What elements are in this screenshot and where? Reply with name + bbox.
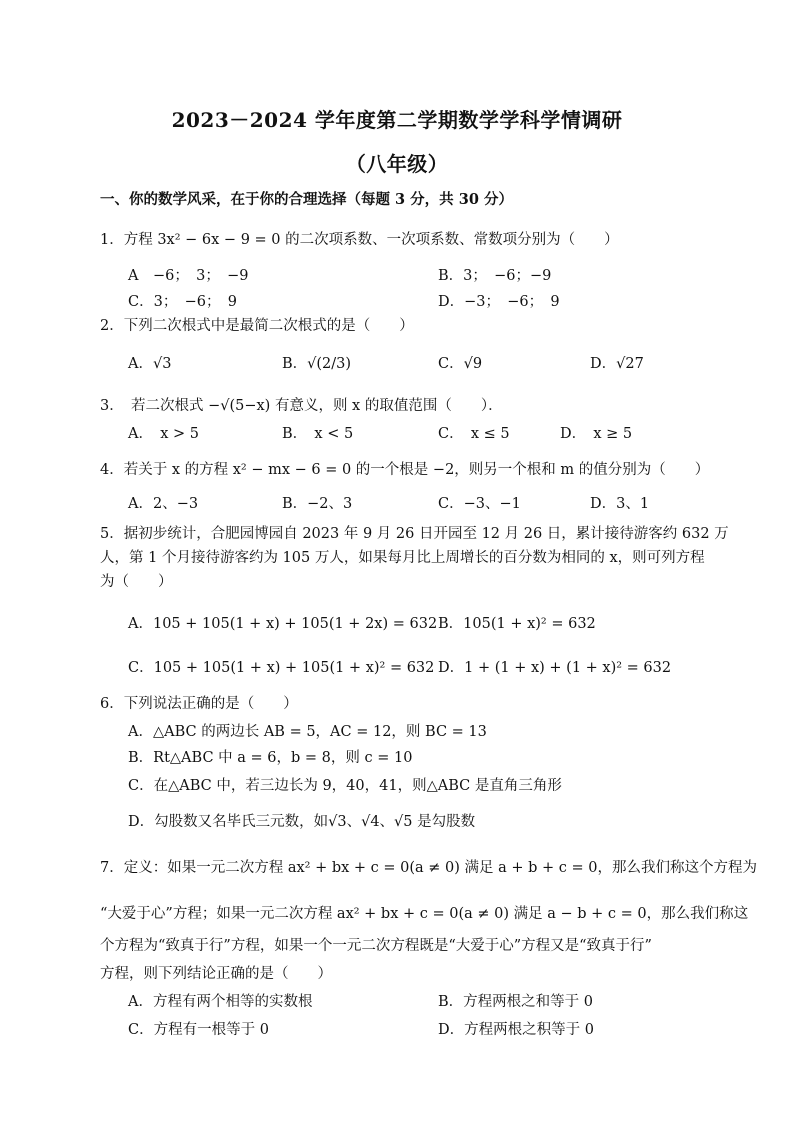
question-7-text-line-1: 7．定义：如果一元二次方程 ax² + bx + c = 0(a ≠ 0) 满足 a + b + c = 0，那么我们称这个方程为	[100, 860, 758, 876]
question-5-option-b: B．105(1 + x)² = 632	[438, 616, 596, 632]
question-1-option-c: C．3； −6； 9	[128, 294, 237, 310]
question-6-option-b: B．Rt△ABC 中 a = 6，b = 8，则 c = 10	[128, 750, 413, 766]
question-6-option-c: C．在△ABC 中，若三边长为 9，40，41，则△ABC 是直角三角形	[128, 778, 562, 794]
question-6-text: 6．下列说法正确的是（ ）	[100, 696, 298, 712]
question-1-option-d: D．−3； −6； 9	[438, 294, 560, 310]
question-5-text-line-1: 5．据初步统计，合肥园博园自 2023 年 9 月 26 日开园至 12 月 26 日，累计接待游客约 632 万	[100, 526, 729, 542]
question-5-option-d: D．1 + (1 + x) + (1 + x)² = 632	[438, 660, 672, 676]
grade-subtitle: （八年级）	[345, 152, 449, 176]
question-3-option-a: A． x > 5	[128, 426, 199, 442]
section-heading: 一、你的数学风采，在于你的合理选择（每题 3 分，共 30 分）	[100, 191, 513, 208]
question-7-text-line-3: 个方程为“致真于行”方程，如果一个一元二次方程既是“大爱于心”方程又是“致真于行”	[100, 938, 652, 954]
question-7-option-d: D．方程两根之积等于 0	[438, 1022, 594, 1038]
question-5-option-a: A．105 + 105(1 + x) + 105(1 + 2x) = 632	[128, 616, 438, 632]
question-4-option-d: D．3、1	[590, 496, 650, 512]
question-2-text: 2．下列二次根式中是最简二次根式的是（ ）	[100, 318, 414, 334]
question-3-option-c: C． x ≤ 5	[438, 426, 510, 442]
question-6-option-d: D．勾股数又名毕氏三元数，如√3、√4、√5 是勾股数	[128, 814, 476, 830]
question-4-option-c: C．−3、−1	[438, 496, 521, 512]
question-3-option-d: D． x ≥ 5	[560, 426, 633, 442]
question-7-option-c: C．方程有一根等于 0	[128, 1022, 269, 1038]
question-4-option-a: A．2、−3	[128, 496, 199, 512]
question-3-text: 3． 若二次根式 −√(5−x) 有意义，则 x 的取值范围（ ）．	[100, 398, 503, 414]
question-6-option-a: A．△ABC 的两边长 AB = 5，AC = 12，则 BC = 13	[128, 724, 487, 740]
question-7-text-line-2: “大爱于心”方程；如果一元二次方程 ax² + bx + c = 0(a ≠ 0) 满足 a − b + c = 0，那么我们称这	[100, 906, 749, 922]
question-1-option-a: A −6； 3； −9	[128, 268, 249, 284]
question-7-option-b: B．方程两根之和等于 0	[438, 994, 593, 1010]
question-7-option-a: A．方程有两个相等的实数根	[128, 994, 313, 1010]
question-2-option-b: B．√(2/3)	[282, 356, 352, 372]
question-3-option-b: B． x < 5	[282, 426, 354, 442]
exam-title: 2023－2024 学年度第二学期数学学科学情调研	[171, 108, 623, 132]
question-1-text: 1．方程 3x² − 6x − 9 = 0 的二次项系数、一次项系数、常数项分别为（ ）	[100, 232, 619, 248]
question-2-option-a: A．√3	[128, 356, 172, 372]
question-4-text: 4．若关于 x 的方程 x² − mx − 6 = 0 的一个根是 −2，则另一个根和 m 的值分别为（ ）	[100, 462, 710, 478]
question-5-option-c: C．105 + 105(1 + x) + 105(1 + x)² = 632	[128, 660, 435, 676]
question-2-option-d: D．√27	[590, 356, 644, 372]
question-2-option-c: C．√9	[438, 356, 483, 372]
question-4-option-b: B．−2、3	[282, 496, 353, 512]
question-7-text-line-4: 方程，则下列结论正确的是（ ）	[100, 966, 332, 982]
question-5-text-line-3: 为（ ）	[100, 574, 173, 590]
question-1-option-b: B．3； −6；−9	[438, 268, 552, 284]
question-5-text-line-2: 人，第 1 个月接待游客约为 105 万人，如果每月比上周增长的百分数为相同的 x，则可列方程	[100, 550, 705, 566]
